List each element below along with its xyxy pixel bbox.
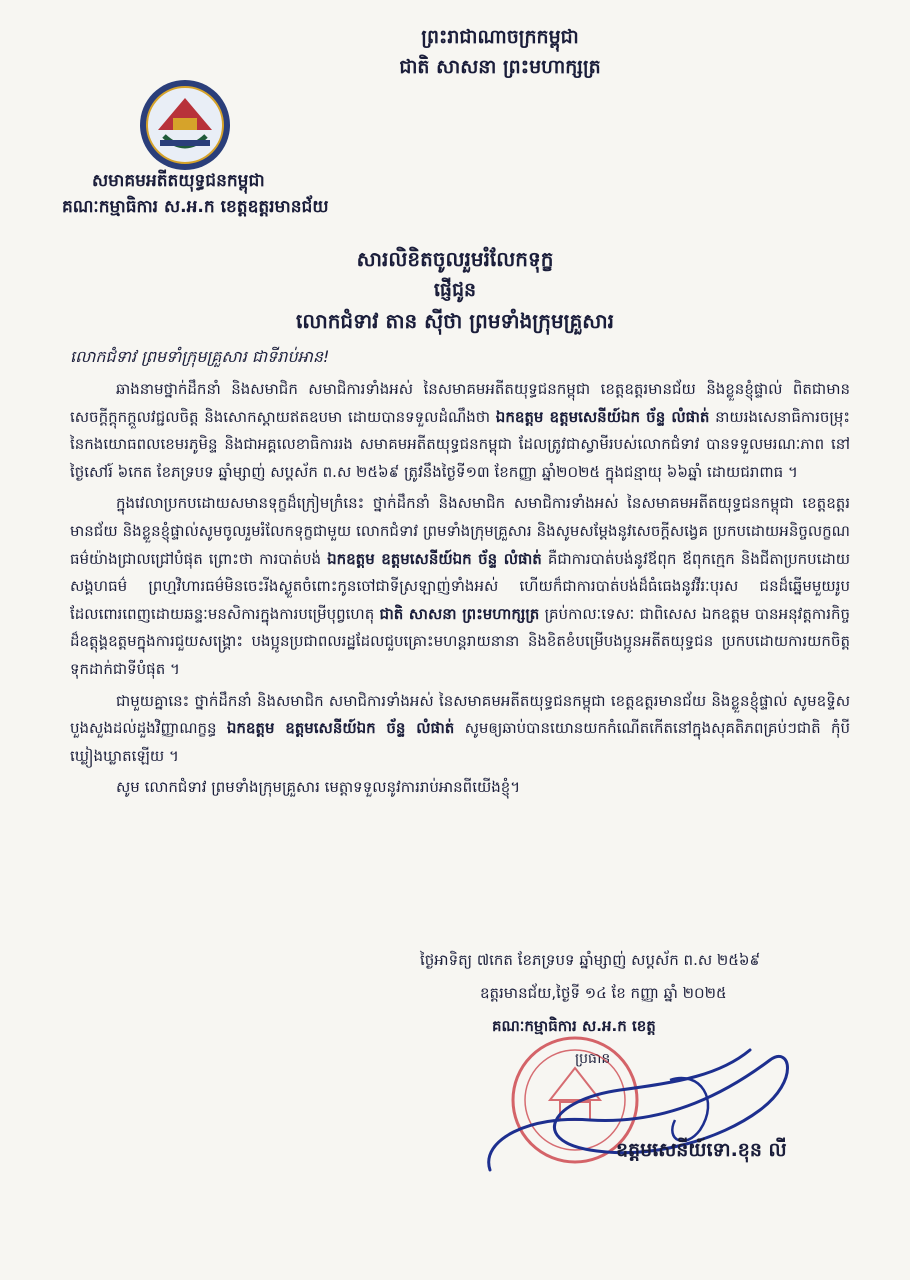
lunar-date: ថ្ងៃអាទិត្យ ៧កេត ខែភទ្របទ ឆ្នាំម្សាញ់ សប្តស័ក ព.ស ២៥៦៩	[420, 951, 761, 969]
salutation: លោកជំទាវ ព្រមទាំក្រុមគ្រួសារ ជាទីរាប់អាន!	[70, 347, 330, 366]
kingdom-name: ព្រះរាជាណាចក្រកម្ពុជា	[421, 26, 579, 48]
title-line-2: ផ្ញើជូន	[433, 279, 477, 301]
kingdom-header	[380, 22, 620, 82]
paragraph-1: ឆាងនាមថ្នាក់ដឹកនាំ និងសមាជិក សមាជិការទាំងអស់ នៃសមាគមអតីតយុទ្ធជនកម្ពុជា ខេត្តឧត្តរមានជ័យ និងខ្លួនខ្ញុំផ្ទាល់ ពិតជាមានសេចក្តីក្តុកក្តួលវជ្ជលចិត្ត និងសោកស្តាយឥតឧបមា ដោយបានទទួលដំណឹងថា ឯកឧត្តម ឧត្តមសេនីយ៍ឯក ច័ន្ទ លំផាត់ នាយរងសេនាធិការចម្រុះ នៃកងយោធពលខេមរភូមិន្ទ និងជាអគ្គលេខាធិការរង សមាគមអតីតយុទ្ធជនកម្ពុជា ដែលត្រូវជាស្វាមីរបស់លោកជំទាវ បានទទួលមរណៈភាព នៅថ្ងៃសៅរ៍ ៦កេត ខែភទ្របទ ឆ្នាំម្សាញ់ សប្តស័ក ព.ស ២៥៦៩ ត្រូវនឹងថ្ងៃទី១៣ ខែកញ្ញា ឆ្នាំ២០២៥ ក្នុងជន្មាយុ ៦៦ឆ្នាំ ដោយជរាពាធ ។	[70, 380, 850, 481]
association-logo	[138, 78, 232, 172]
letter-body	[70, 376, 850, 806]
solar-date: ឧត្តរមានជ័យ,ថ្ងៃទី ១៤ ខែ កញ្ញា ឆ្នាំ ២០២៥	[480, 984, 727, 1002]
title-line-1: សារលិខិតចូលរួមរំលែកទុក្ខ	[356, 247, 554, 271]
title-line-3: លោកជំទាវ តាន ស៊ីថា ព្រមទាំងក្រុមគ្រួសារ	[295, 309, 615, 333]
paragraph-4: សូម លោកជំទាវ ព្រមទាំងក្រុមគ្រួសារ មេត្តាទទួលនូវការរាប់អានពីយើងខ្ញុំ។	[116, 778, 521, 797]
signing-committee: គណៈកម្មាធិការ ស.អ.ក ខេត្ត	[492, 1017, 656, 1035]
motto-inline: ជាតិ សាសនា ព្រះមហាក្សត្រ	[379, 604, 540, 623]
organization-name: សមាគមអតីតយុទ្ធជនកម្ពុជា	[92, 171, 265, 191]
paragraph-2: ក្នុងវេលាប្រកបដោយសមានទុក្ខដ៏ក្រៀមក្រំនេះ ថ្នាក់ដឹកនាំ និងសមាជិក សមាជិការទាំងអស់ នៃសមាគមអតីតយុទ្ធជនកម្ពុជា ខេត្តឧត្តរមានជ័យ និងខ្លួនខ្ញុំផ្ទាល់សូមចូលរួមរំលែកទុក្ខជាមួយ លោកជំទាវ ព្រមទាំងក្រុមគ្រួសារ និងសូមសម្តែងនូវសេចក្តីសង្វេគ ប្រកបដោយអនិច្ចលក្ខណធម៌យ៉ាងជ្រាលជ្រៅបំផុត ព្រោះថា ការបាត់បង់ ឯកឧត្តម ឧត្តមសេនីយ៍ឯក ច័ន្ទ លំផាត់ គឺជាការបាត់បង់នូវឪពុក ឪពុកក្មេក និងជីតាប្រកបដោយសង្គហធម៌ ព្រហ្មវិហារធម៌មិនចេះរីងស្ងួតចំពោះកូនចៅជាទីស្រឡាញ់ទាំងអស់ ហើយក៏ជាការបាត់បង់ដ៏ធំធេងនូវវីរៈបុរស ជនដ៏ឆ្នើមមួយរូប ដែលពោរពេញដោយឆន្ទៈមនសិការក្នុងការបម្រើបុព្វហេតុ ជាតិ សាសនា ព្រះមហាក្សត្រ គ្រប់កាលៈទេសៈ ជាពិសេស ឯកឧត្តម បានអនុវត្តការកិច្ចដ៏ឧត្តុង្គឧត្តមក្នុងការជួយសង្គ្រោះ បងប្អូនប្រជាពលរដ្ឋដែលជួបគ្រោះមហន្តរាយនានា និងខិតខំបម្រើបងប្អូនអតីតយុទ្ធជន ប្រកបដោយការយកចិត្តទុកដាក់ជាទីបំផុត ។	[70, 494, 851, 678]
organization-block	[62, 168, 329, 220]
signer-name: ឧត្តមសេនីយ៍ទោ.ខុន លី	[616, 1139, 787, 1161]
signer-role: ប្រធាន	[575, 1051, 611, 1067]
deceased-name: ឯកឧត្តម ឧត្តមសេនីយ៍ឯក ច័ន្ទ លំផាត់	[226, 719, 455, 738]
national-motto: ជាតិ សាសនា ព្រះមហាក្សត្រ	[399, 56, 601, 78]
letter-title	[230, 244, 680, 337]
deceased-name: ឯកឧត្តម ឧត្តមសេនីយ៍ឯក ច័ន្ទ លំផាត់	[327, 549, 542, 568]
deceased-name: ឯកឧត្តម ឧត្តមសេនីយ៍ឯក ច័ន្ទ លំផាត់	[495, 407, 710, 426]
committee-name: គណៈកម្មាធិការ ស.អ.ក ខេត្តឧត្តរមានជ័យ	[62, 197, 329, 217]
paragraph-3: ជាមួយគ្នានេះ ថ្នាក់ដឹកនាំ និងសមាជិក សមាជិការទាំងអស់ នៃសមាគមអតីតយុទ្ធជនកម្ពុជា ខេត្តឧត្តរមានជ័យ និងខ្លួនខ្ញុំផ្ទាល់ សូមឧទ្ទិសបួងសួងដល់ដួងវិញ្ញាណក្ខន្ធ ឯកឧត្តម ឧត្តមសេនីយ៍ឯក ច័ន្ទ លំផាត់ សូមឲ្យឆាប់បានយោនយកកំណើតកើតនៅក្នុងសុគតិភពគ្រប់ៗជាតិ កុំបីឃ្លៀងឃ្លាតឡើយ ។	[70, 691, 851, 765]
